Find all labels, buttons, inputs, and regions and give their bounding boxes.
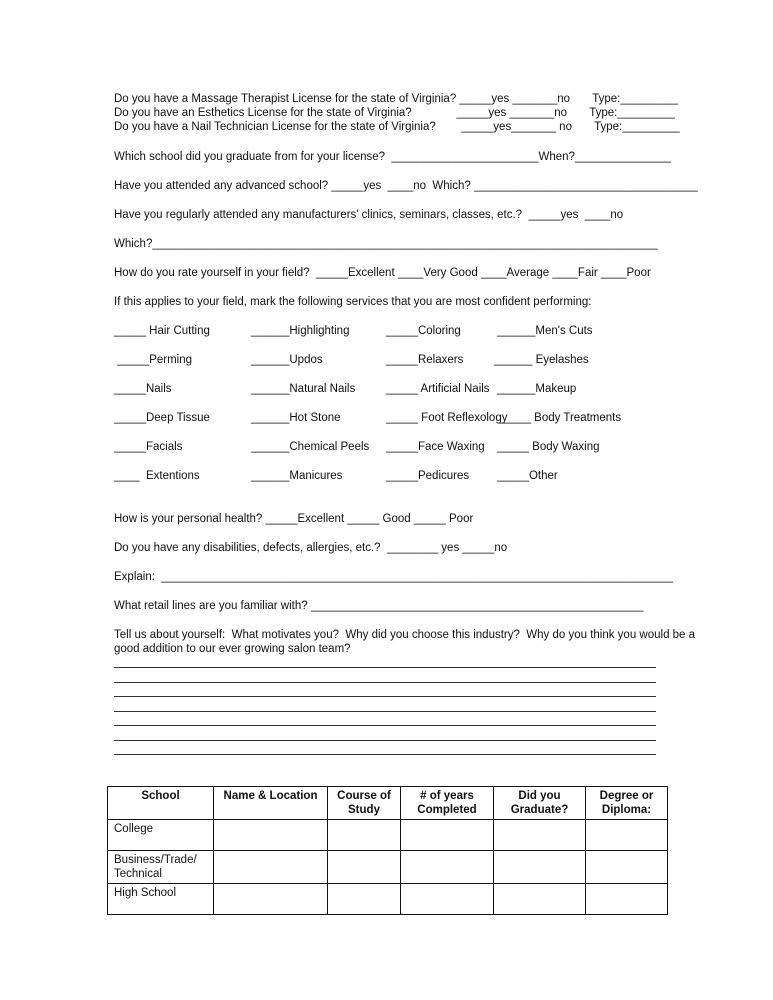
table-cell[interactable]: [328, 851, 401, 884]
header-name-location: Name & Location: [214, 787, 328, 820]
clinics-question: Have you regularly attended any manufacturers' clinics, seminars, classes, etc.? _____yes ____no: [114, 209, 624, 221]
service-eyelashes: ______ Eyelashes: [494, 354, 589, 366]
service-hot-stone: ______Hot Stone: [251, 412, 341, 424]
service-manicures: ______Manicures: [251, 470, 343, 482]
table-cell[interactable]: [494, 820, 586, 851]
answer-rule: [114, 754, 656, 755]
header-school: School: [108, 787, 214, 820]
table-cell[interactable]: [401, 820, 494, 851]
explain-line: Explain: ________________________________________________________________________________: [114, 571, 673, 583]
table-cell[interactable]: [494, 851, 586, 884]
answer-rule: [114, 725, 656, 726]
table-cell[interactable]: [586, 851, 668, 884]
answer-rule: [114, 740, 656, 741]
header-course-of-study: Course of Study: [328, 787, 401, 820]
service-makeup: ______Makeup: [497, 383, 577, 395]
table-cell[interactable]: [328, 884, 401, 915]
header-did-you-graduate: Did you Graduate?: [494, 787, 586, 820]
table-row: [108, 851, 668, 884]
service-body-waxing: _____ Body Waxing: [497, 441, 600, 453]
service-hair-cutting: _____ Hair Cutting: [114, 325, 210, 337]
esthetics-license-question: Do you have an Esthetics License for the state of Virginia? _____yes _______no Type:_________: [114, 107, 675, 119]
tell-us-question-line-1: Tell us about yourself: What motivates you? Why did you choose this industry? Why do you think you would be a: [114, 629, 696, 641]
service-perming: _____Perming: [114, 354, 192, 366]
table-header-row: [108, 787, 668, 820]
answer-rule: [114, 667, 656, 668]
health-question: How is your personal health? _____Excellent _____ Good _____ Poor: [114, 513, 474, 525]
row-label-college: College: [108, 820, 214, 851]
table-cell[interactable]: [214, 851, 328, 884]
disabilities-question: Do you have any disabilities, defects, allergies, etc.? ________ yes _____no: [114, 542, 508, 554]
service-relaxers: _____Relaxers: [386, 354, 464, 366]
retail-lines-question: What retail lines are you familiar with? ____________________________________________________: [114, 600, 644, 612]
service-facials: _____Facials: [114, 441, 183, 453]
service-natural-nails: ______Natural Nails: [251, 383, 356, 395]
service-updos: ______Updos: [251, 354, 323, 366]
service-artificial-nails: _____ Artificial Nails: [386, 383, 490, 395]
table-cell[interactable]: [586, 884, 668, 915]
service-other: _____Other: [497, 470, 558, 482]
service-coloring: _____Coloring: [386, 325, 461, 337]
advanced-school-question: Have you attended any advanced school? _____yes ____no Which? ___________________________________: [114, 180, 698, 192]
table-cell[interactable]: [401, 884, 494, 915]
service-chemical-peels: ______Chemical Peels: [251, 441, 370, 453]
table-cell[interactable]: [214, 820, 328, 851]
row-label-high-school: High School: [108, 884, 214, 915]
service-deep-tissue: _____Deep Tissue: [114, 412, 210, 424]
school-question: Which school did you graduate from for your license? _______________________When?_______________: [114, 151, 671, 163]
service-highlighting: ______Highlighting: [251, 325, 350, 337]
self-rating-question: How do you rate yourself in your field? _____Excellent ____Very Good ____Average ____Fair ____Poor: [114, 267, 651, 279]
table-row: [108, 820, 668, 851]
services-intro: If this applies to your field, mark the following services that you are most confident performing:: [114, 296, 592, 308]
service-face-waxing: _____Face Waxing: [386, 441, 485, 453]
service-pedicures: _____Pedicures: [386, 470, 470, 482]
table-cell[interactable]: [586, 820, 668, 851]
education-table: [107, 786, 668, 915]
table-cell[interactable]: [328, 820, 401, 851]
table-cell[interactable]: [214, 884, 328, 915]
service-extentions: ____ Extentions: [114, 470, 200, 482]
header-degree-diploma: Degree or Diploma:: [586, 787, 668, 820]
tell-us-question-line-2: good addition to our ever growing salon team?: [114, 643, 351, 655]
row-label-business-trade: Business/Trade/ Technical: [108, 851, 214, 884]
table-row: [108, 884, 668, 915]
answer-rule: [114, 682, 656, 683]
header-years-completed: # of years Completed: [401, 787, 494, 820]
which-line: Which?_______________________________________________________________________________: [114, 238, 658, 250]
answer-rule: [114, 696, 656, 697]
nail-license-question: Do you have a Nail Technician License for the state of Virginia? _____yes_______ no Type:_________: [114, 121, 680, 133]
service-foot-reflexology: _____ Foot Reflexology: [386, 412, 508, 424]
service-body-treatments: _____ Body Treatments: [499, 412, 622, 424]
answer-rule: [114, 711, 656, 712]
service-mens-cuts: ______Men's Cuts: [497, 325, 593, 337]
table-cell[interactable]: [494, 884, 586, 915]
massage-license-question: Do you have a Massage Therapist License for the state of Virginia? _____yes _______no Type:_________: [114, 93, 678, 105]
table-cell[interactable]: [401, 851, 494, 884]
service-nails: _____Nails: [114, 383, 172, 395]
